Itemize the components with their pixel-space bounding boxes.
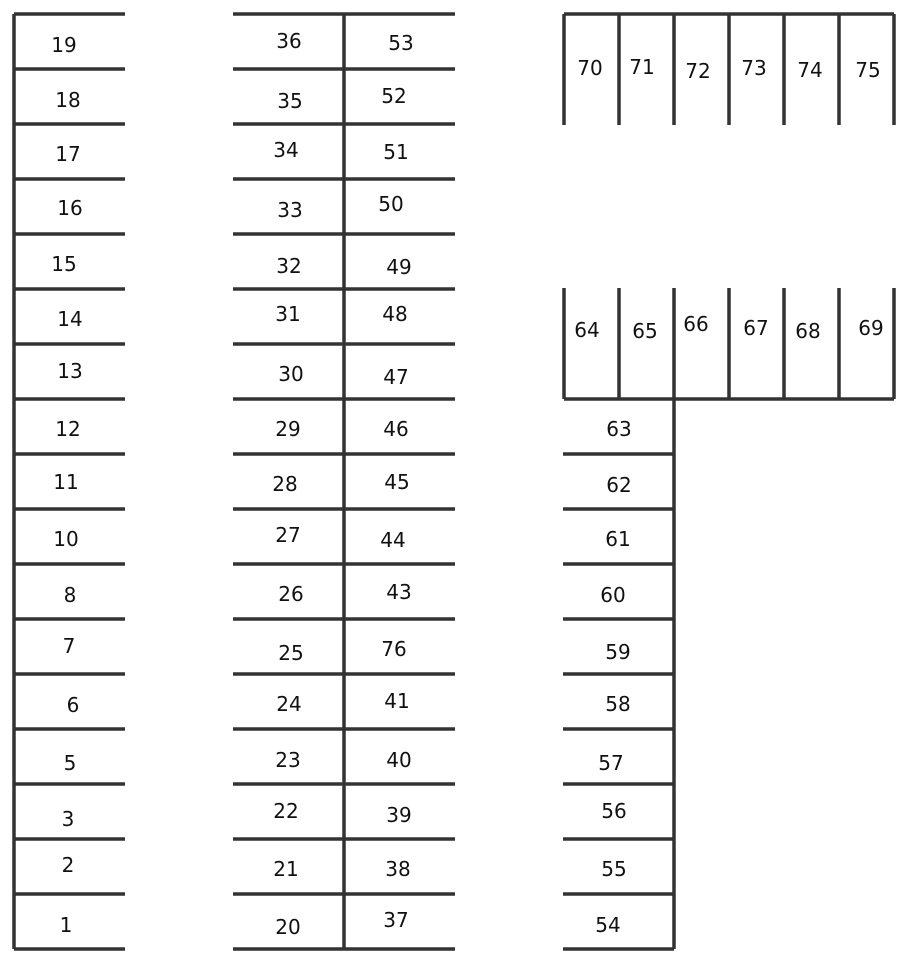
space-label: 55: [601, 857, 627, 881]
space-label: 12: [55, 417, 81, 441]
space-label: 62: [606, 473, 632, 497]
space-label: 6: [66, 693, 80, 717]
space-label: 59: [605, 640, 631, 664]
space-label: 24: [276, 692, 302, 716]
space-label: 70: [577, 56, 603, 80]
space-label: 38: [385, 857, 411, 881]
space-label: 49: [386, 255, 412, 279]
space-label: 54: [595, 913, 621, 937]
space-label: 46: [383, 417, 409, 441]
space-label: 52: [381, 84, 407, 108]
space-label: 32: [276, 254, 302, 278]
space-label: 39: [386, 803, 412, 827]
space-label: 53: [388, 31, 414, 55]
space-label: 76: [381, 637, 407, 661]
space-label: 72: [685, 59, 711, 83]
space-label: 60: [600, 583, 626, 607]
space-label: 13: [57, 359, 83, 383]
space-label: 10: [53, 527, 79, 551]
space-label: 67: [743, 316, 769, 340]
space-label: 2: [61, 853, 75, 877]
space-label: 23: [275, 748, 301, 772]
space-label: 48: [382, 302, 408, 326]
space-label: 25: [278, 641, 304, 665]
space-label: 35: [277, 89, 303, 113]
space-label: 8: [63, 583, 77, 607]
space-label: 1: [59, 913, 73, 937]
space-label: 17: [55, 142, 81, 166]
space-label: 71: [629, 55, 655, 79]
space-label: 28: [272, 472, 298, 496]
space-label: 20: [275, 915, 301, 939]
space-label: 61: [605, 527, 631, 551]
space-label: 74: [797, 58, 823, 82]
space-label: 73: [741, 56, 767, 80]
space-label: 18: [55, 88, 81, 112]
space-label: 34: [273, 138, 299, 162]
space-label: 30: [278, 362, 304, 386]
space-label: 44: [380, 528, 406, 552]
space-label: 19: [51, 33, 77, 57]
space-label: 40: [386, 748, 412, 772]
space-label: 75: [855, 58, 881, 82]
space-label: 68: [795, 319, 821, 343]
space-label: 51: [383, 140, 409, 164]
space-label: 15: [51, 252, 77, 276]
space-label: 69: [858, 316, 884, 340]
space-label: 64: [574, 318, 600, 342]
space-label: 16: [57, 196, 83, 220]
space-label: 27: [275, 523, 301, 547]
space-label: 5: [63, 751, 77, 775]
space-label: 7: [62, 634, 76, 658]
space-label: 26: [278, 582, 304, 606]
space-label: 43: [386, 580, 412, 604]
space-label: 63: [606, 417, 632, 441]
space-label: 21: [273, 857, 299, 881]
space-label: 66: [683, 312, 709, 336]
space-label: 58: [605, 692, 631, 716]
space-label: 37: [383, 908, 409, 932]
space-label: 29: [275, 417, 301, 441]
space-label: 3: [61, 807, 75, 831]
space-label: 11: [53, 470, 79, 494]
space-label: 22: [273, 799, 299, 823]
divider-lines: [14, 14, 894, 949]
space-label: 56: [601, 799, 627, 823]
space-label: 36: [276, 29, 302, 53]
space-label: 50: [378, 192, 404, 216]
space-labels: [51, 29, 883, 939]
space-label: 33: [277, 198, 303, 222]
space-label: 65: [632, 319, 658, 343]
space-label: 41: [384, 689, 410, 713]
space-label: 57: [598, 751, 624, 775]
space-label: 14: [57, 307, 83, 331]
space-label: 45: [384, 470, 410, 494]
space-label: 31: [275, 302, 301, 326]
space-label: 47: [383, 365, 409, 389]
